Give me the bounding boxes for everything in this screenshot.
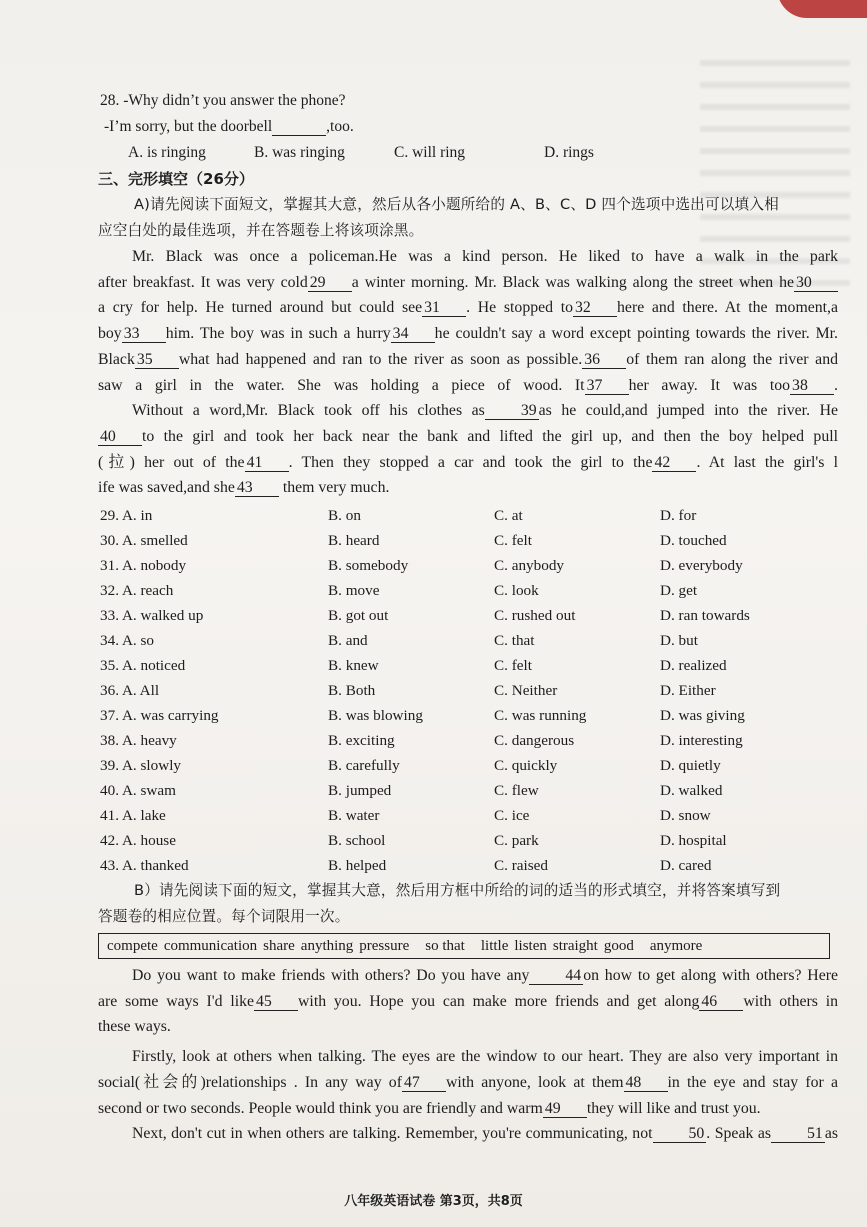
blank-50: 50	[653, 1126, 707, 1143]
choice-row-38: 38. A. heavy B. exciting C. dangerous D. interesting	[100, 732, 743, 750]
q28-option-b: B. was ringing	[254, 144, 345, 161]
passage-b-line: Do you want to make friends with others? Do you have any 44 on how to get along with others? Here	[132, 967, 838, 985]
choice-row-40: 40. A. swam B. jumped C. flew D. walked	[100, 782, 723, 800]
word-bank-box	[98, 933, 830, 959]
word-bank-item: good	[603, 938, 634, 955]
q28-question: 28. -Why didn’t you answer the phone?	[100, 92, 346, 109]
choice-row-34: 34. A. so B. and C. that D. but	[100, 632, 698, 650]
choice-row-37: 37. A. was carrying B. was blowing C. was running D. was giving	[100, 707, 745, 725]
blank-36: 36	[582, 352, 626, 369]
passage-line: (拉) her out of the 41 . Then they stopped a car and took the girl to the 42 . At last the girl's l	[98, 453, 838, 471]
blank-38: 38	[790, 378, 834, 395]
blank-37: 37	[585, 378, 629, 395]
blank-43: 43	[235, 480, 279, 497]
red-corner-decoration	[777, 0, 867, 18]
passage-line: Mr. Black was once a policeman.He was a kind person. He liked to have a walk in the park	[132, 248, 838, 265]
choices-table	[98, 503, 838, 878]
q28-option-d: D. rings	[544, 144, 594, 161]
passage-line: ife was saved,and she 43 them very much.	[98, 479, 390, 497]
word-bank-item: so that	[425, 938, 465, 955]
choice-row-39: 39. A. slowly B. carefully C. quickly D. quietly	[100, 757, 721, 775]
word-bank-item: pressure	[359, 938, 410, 955]
blank-39: 39	[485, 403, 539, 420]
word-bank-item: share	[263, 938, 295, 955]
blank-44: 44	[529, 968, 583, 985]
word-bank-item: communication	[163, 938, 258, 955]
passage-line: boy 33 him. The boy was in such a hurry 34 he couldn't say a word except pointing towards the river. Mr.	[98, 325, 838, 343]
cloze-passage-a	[98, 244, 838, 501]
q28-option-c: C. will ring	[394, 144, 466, 161]
word-bank-item: anymore	[649, 938, 703, 955]
blank-42: 42	[652, 455, 696, 472]
word-bank-item: anything	[300, 938, 354, 955]
blank-41: 41	[245, 455, 289, 472]
blank-51: 51	[771, 1126, 825, 1143]
blank-31: 31	[422, 300, 466, 317]
passage-b-line: social(社会的)relationships . In any way of 47 with anyone, look at them 48 in the eye and stay for a	[98, 1073, 838, 1091]
passage-line: Black 35 what had happened and ran to the river as soon as possible. 36 of them ran along the river and	[98, 350, 838, 368]
choice-row-43: 43. A. thanked B. helped C. raised D. cared	[100, 857, 712, 875]
word-bank-item: straight	[552, 938, 598, 955]
q28-option-a: A. is ringing	[128, 144, 206, 161]
part-a-instructions-2: 应空白处的最佳选项，并在答题卷上将该项涂黑。	[98, 222, 424, 239]
choice-row-42: 42. A. house B. school C. park D. hospital	[100, 832, 727, 850]
blank-46: 46	[699, 994, 743, 1011]
section-title: 三、完形填空（26分）	[98, 170, 254, 188]
q28-answer-line: -I’m sorry, but the doorbell ,too.	[104, 118, 354, 135]
passage-b-line: Next, don't cut in when others are talking. Remember, you're communicating, not 50 . Speak as 51 as	[132, 1125, 838, 1143]
choice-row-33: 33. A. walked up B. got out C. rushed out D. ran towards	[100, 607, 750, 625]
choice-row-41: 41. A. lake B. water C. ice D. snow	[100, 807, 711, 825]
choice-row-30: 30. A. smelled B. heard C. felt D. touched	[100, 532, 727, 550]
passage-line: a cry for help. He turned around but could see 31 . He stopped to 32 here and there. At the moment,a	[98, 299, 838, 317]
part-a-instructions-1: A)请先阅读下面短文，掌握其大意，然后从各小题所给的 A、B、C、D 四个选项中选出可以填入相	[134, 196, 779, 213]
choice-row-29: 29. A. in B. on C. at D. for	[100, 507, 697, 525]
page-footer: 八年级英语试卷 第3页，共8页	[344, 1194, 523, 1209]
choice-row-32: 32. A. reach B. move C. look D. get	[100, 582, 698, 600]
blank-34: 34	[391, 326, 435, 343]
blank-48: 48	[624, 1075, 668, 1092]
blank-33: 33	[122, 326, 166, 343]
passage-line: 40 to the girl and took her back near the bank and lifted the girl up, and then the boy helped pull	[100, 427, 838, 445]
page-content	[98, 88, 838, 1147]
choice-row-35: 35. A. noticed B. knew C. felt D. realized	[100, 657, 727, 675]
part-b-instructions-2: 答题卷的相应位置。每个词限用一次。	[98, 908, 350, 926]
blank-40: 40	[98, 429, 142, 446]
word-bank-item: listen	[514, 938, 547, 955]
passage-b-line: these ways.	[98, 1018, 171, 1036]
word-bank-item: little	[480, 938, 509, 955]
blank-30: 30	[794, 275, 838, 292]
passage-b-line: second or two seconds. People would think you are friendly and warm 49 they will like and trust you.	[98, 1099, 761, 1117]
blank-49: 49	[543, 1101, 587, 1118]
passage-b-line: are some ways I'd like 45 with you. Hope you can make more friends and get along 46 with others in	[98, 992, 838, 1010]
passage-line: Without a word,Mr. Black took off his clothes as 39 as he could,and jumped into the river. He	[132, 402, 838, 420]
blank-29: 29	[308, 275, 352, 292]
choice-row-31: 31. A. nobody B. somebody C. anybody D. everybody	[100, 557, 743, 575]
q28-blank	[272, 119, 326, 136]
passage-line: after breakfast. It was very cold 29 a winter morning. Mr. Black was walking along the street when he 30	[98, 270, 838, 296]
blank-47: 47	[402, 1075, 446, 1092]
blank-32: 32	[573, 300, 617, 317]
blank-45: 45	[254, 994, 298, 1011]
passage-line: saw a girl in the water. She was holding a piece of wood. It 37 her away. It was too 38 .	[98, 376, 838, 394]
q28-options	[98, 140, 838, 166]
passage-b	[98, 963, 838, 1147]
blank-35: 35	[135, 352, 179, 369]
choice-row-36: 36. A. All B. Both C. Neither D. Either	[100, 682, 716, 700]
word-bank-item: compete	[107, 938, 158, 955]
passage-b-line: Firstly, look at others when talking. The eyes are the window to our heart. They are also very important in	[132, 1048, 838, 1066]
part-b-instructions-1: B）请先阅读下面的短文，掌握其大意，然后用方框中所给的词的适当的形式填空，并将答案填写到	[134, 882, 781, 900]
